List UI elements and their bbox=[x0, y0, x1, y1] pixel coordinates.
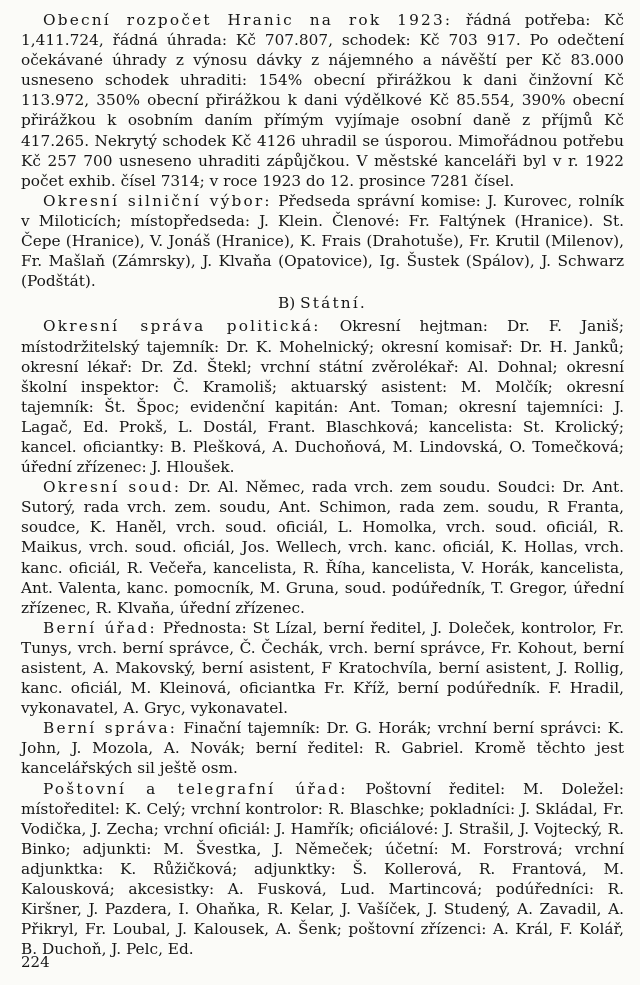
municipal-section bbox=[21, 10, 624, 291]
paragraph-post-office bbox=[21, 779, 624, 960]
paragraph-road-committee bbox=[21, 191, 624, 291]
paragraph-lead: Okresní silniční výbor: bbox=[43, 191, 272, 210]
state-section bbox=[21, 316, 624, 959]
paragraph-political-administration bbox=[21, 316, 624, 477]
paragraph-lead: Okresní soud: bbox=[43, 478, 182, 497]
paragraph-district-court bbox=[21, 477, 624, 618]
paragraph-body: Poštovní ředitel: M. Doležel: místoředitel: K. Celý; vrchní kontrolor: R. Blaschke; pokladníci: J. Skládal, Fr. Vodička, J. Zecha; vrchní oficiál: J. Hamřík; oficiálové: J. Strašil, J. Vojtecký, R. Binko; adjunkti: M. Švestka, J. Němeček; účetní: M. Forstrová; vrchní adjunktka: K. Růžičková; adjunktky: Š. Kollerová, R. Frantová, M. Kalousková; akcesistky: A. Fusková, Lud. Martincová; podúředníci: R. Kiršner, J. Pazdera, I. Ohaňka, R. Kelar, J. Vašíček, J. Studený, A. Zavadil, A. Přikryl, Fr. Loubal, J. Kalousek, A. Šenk; poštovní zřízenci: A. Král, F. Kolář, B. Duchoň, J. Pelc, Ed. bbox=[21, 779, 624, 959]
paragraph-municipal-budget bbox=[21, 10, 624, 191]
paragraph-body: Přednosta: St Lízal, berní ředitel, J. Doleček, kontrolor, Fr. Tunys, vrch. berní správce, Č. Čechák, vrch. berní správce, Fr. Kohout, berní asistent, A. Makovský, berní asistent, F Kratochvíla, berní asistent, J. Rollig, kanc. oficiál, M. Kleinová, oficiantka Fr. Kříž, berní podúředník. F. Hradil, vykonavatel, A. Gryc, vykonavatel. bbox=[21, 618, 624, 718]
page-number: 224 bbox=[21, 953, 50, 971]
paragraph-lead: Obecní rozpočet Hranic na rok 1923: bbox=[43, 11, 453, 29]
paragraph-lead: Berní úřad: bbox=[43, 618, 157, 637]
paragraph-lead: Berní správa: bbox=[43, 719, 178, 738]
paragraph-body: Předseda správní komise: J. Kurovec, rolník v Miloticích; místopředseda: J. Klein. Členové: Fr. Faltýnek (Hranice). St. Čepe (Hranice), V. Jonáš (Hranice), K. Frais (Drahotuše), Fr. Krutil (Milenov), Fr. Mašlaň (Zámrsky), J. Klvaňa (Opatovice), Ig. Šustek (Spálov), J. Schwarz (Podštát). bbox=[21, 191, 625, 291]
paragraph-body: Okresní hejtman: Dr. F. Janiš; místodržitelský tajemník: Dr. K. Mohelnický; okresní komisař: Dr. H. Janků; okresní lékař: Dr. Zd. Štekl; vrchní státní zvěrolékař: Al. Dohnal; okresní školní inspektor: Č. Kramoliš; aktuarský asistent: M. Molčík; okresní tajemník: Št. Špoc; evidenční kapitán: Ant. Toman; okresní tajemníci: J. Lagač, Ed. Prokš, L. Dostál, Frant. Blaschková; kancelista: St. Krolický; kancel. oficiantky: B. Plešková, A. Duchoňová, M. Lindovská, O. Tomečková; úřední zřízenec: J. Hloušek. bbox=[21, 317, 624, 477]
paragraph-lead: Poštovní a telegrafní úřad: bbox=[43, 779, 348, 798]
paragraph-body: Dr. Al. Němec, rada vrch. zem soudu. Soudci: Dr. Ant. Sutorý, rada vrch. zem. soudu, Ant. Schimon, rada zem. soudu, R Franta, soudce, K. Haněl, vrch. soud. oficiál, L. Homolka, vrch. soud. oficiál, R. Maikus, vrch. soud. oficiál, Jos. Wellech, vrch. kanc. oficiál, K. Hollas, vrch. kanc. oficiál, R. Večeřa, kancelista, R. Říha, kancelista, V. Horák, kancelista, Ant. Valenta, kanc. pomocník, M. Gruna, soud. podúředník, T. Gregor, úřední zřízenec, R. Klvaňa, úřední zřízenec. bbox=[21, 478, 624, 617]
section-heading-prefix: B) bbox=[278, 294, 296, 313]
paragraph-tax-office bbox=[21, 618, 624, 718]
paragraph-tax-administration bbox=[21, 718, 624, 778]
paragraph-body: Finační tajemník: Dr. G. Horák; vrchní berní správci: K. John, J. Mozola, A. Novák; berní ředitel: R. Gabriel. Kromě těchto jest kancelářských sil ještě osm. bbox=[21, 719, 625, 778]
paragraph-body: řádná potřeba: Kč 1,411.724, řádná úhrada: Kč 707.807, schodek: Kč 703 917. Po odečtení očekávané úhrady z výnosu dávky z nájemného a návěští per Kč 83.000 usneseno schodek uhraditi: 154% obecní přirážkou k dani činžovní Kč 113.972, 350% obecní přirážkou k dani výdělkové Kč 85.554, 390% obecní přirážkou k osobním daním přímým vyjímaje osobní daně z příjmů Kč 417.265. Nekrytý schodek Kč 4126 uhradil se úsporou. Mimořádnou potřebu Kč 257 700 usneseno uhraditi zápůjčkou. V městské kanceláři byl v r. 1922 počet exhib. čísel 7314; v roce 1923 do 12. prosince 7281 čísel. bbox=[21, 11, 625, 190]
paragraph-lead: Okresní správa politická: bbox=[43, 317, 321, 336]
section-heading bbox=[21, 293, 624, 313]
section-heading-title: Státní. bbox=[300, 294, 367, 313]
